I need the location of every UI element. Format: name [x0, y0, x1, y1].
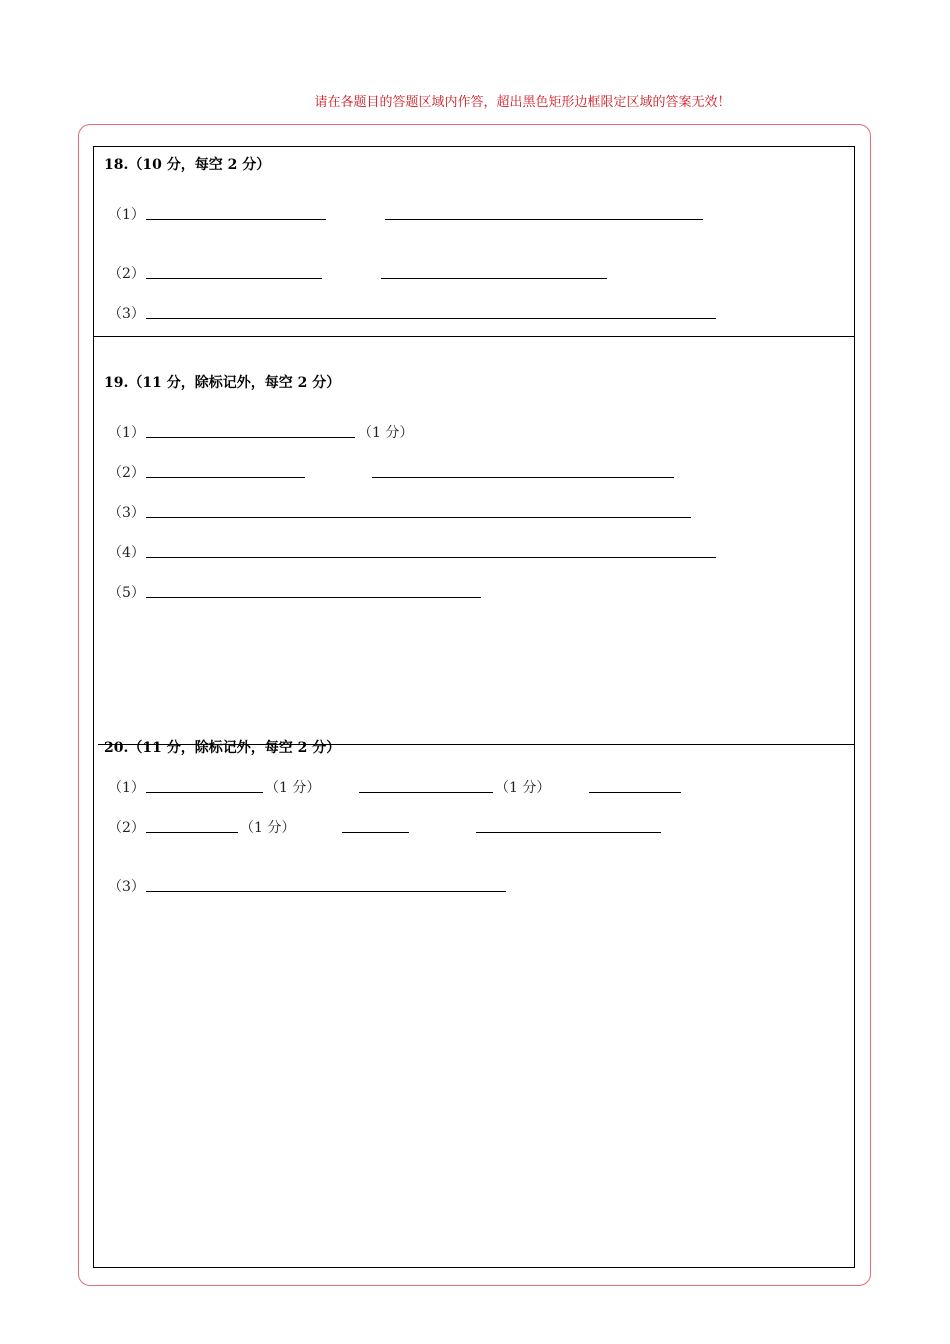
- q19-part-1-label: （1）: [108, 425, 145, 441]
- answer-region-notice: 请在各题目的答题区域内作答，超出黑色矩形边框限定区域的答案无效！: [314, 95, 731, 110]
- q19-part-5-blank[interactable]: [146, 597, 481, 598]
- question-18-title: 18.（10 分，每空 2 分）: [104, 157, 271, 173]
- q19-part-3-label: （3）: [108, 505, 145, 521]
- q20-part-2-points: （1 分）: [240, 820, 296, 836]
- q20-part-2-blank-c[interactable]: [476, 832, 661, 833]
- q19-part-2-blank-a[interactable]: [146, 477, 305, 478]
- question-19-title: 19.（11 分，除标记外，每空 2 分）: [104, 375, 341, 391]
- q19-part-4-blank[interactable]: [146, 557, 716, 558]
- q18-part-1-blank-a[interactable]: [146, 219, 326, 220]
- q18-part-1-label: （1）: [108, 207, 145, 223]
- q20-part-1-blank-c[interactable]: [589, 792, 681, 793]
- q20-part-2-blank-a[interactable]: [146, 832, 238, 833]
- question-20-title: 20.（11 分，除标记外，每空 2 分）: [104, 740, 341, 756]
- q19-part-2-label: （2）: [108, 465, 145, 481]
- q19-part-2-blank-b[interactable]: [372, 477, 674, 478]
- q18-part-1-blank-b[interactable]: [385, 219, 703, 220]
- q18-part-3-label: （3）: [108, 306, 145, 322]
- q20-part-1-points-b: （1 分）: [495, 780, 551, 796]
- q20-part-2-blank-b[interactable]: [342, 832, 409, 833]
- q20-part-2-label: （2）: [108, 820, 145, 836]
- divider-18-19: [93, 336, 855, 337]
- q20-part-3-label: （3）: [108, 879, 145, 895]
- q19-part-5-label: （5）: [108, 585, 145, 601]
- q20-part-1-blank-b[interactable]: [359, 792, 493, 793]
- q20-part-1-label: （1）: [108, 780, 145, 796]
- q20-part-3-blank[interactable]: [146, 891, 506, 892]
- q20-part-1-blank-a[interactable]: [146, 792, 263, 793]
- q18-part-2-blank-b[interactable]: [381, 278, 607, 279]
- q19-part-1-blank[interactable]: [146, 437, 355, 438]
- q18-part-2-label: （2）: [108, 266, 145, 282]
- q18-part-2-blank-a[interactable]: [146, 278, 322, 279]
- q20-part-1-points-a: （1 分）: [265, 780, 321, 796]
- q19-part-3-blank[interactable]: [146, 517, 691, 518]
- q19-part-4-label: （4）: [108, 545, 145, 561]
- q18-part-3-blank[interactable]: [146, 318, 716, 319]
- inner-answer-frame: [93, 146, 855, 1268]
- q19-part-1-points: （1 分）: [358, 425, 414, 441]
